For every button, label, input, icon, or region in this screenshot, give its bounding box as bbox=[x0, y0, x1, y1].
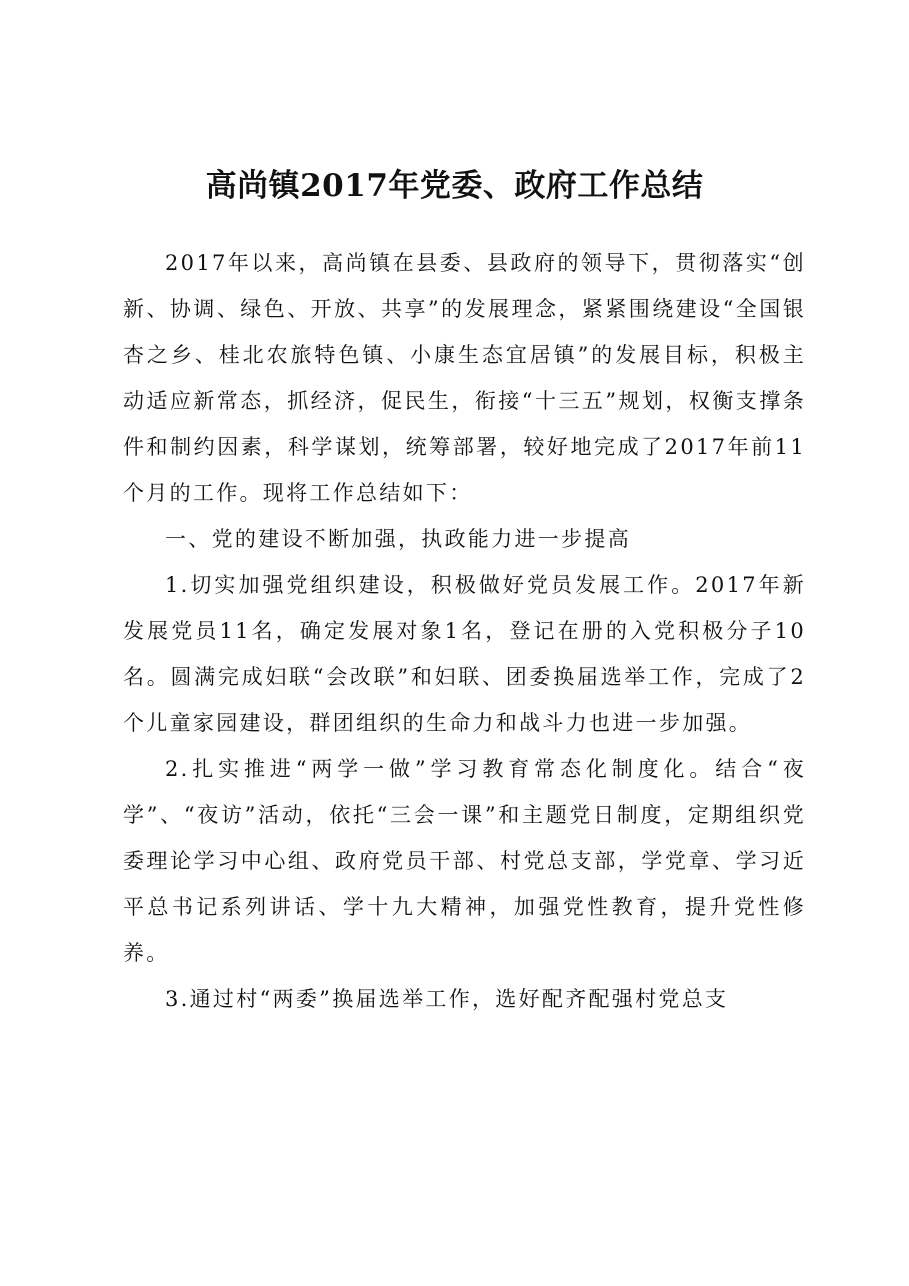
paragraph-item-1: 1.切实加强党组织建设，积极做好党员发展工作。2017年新发展党员11名，确定发展对象1名，登记在册的入党积极分子10名。圆满完成妇联“会改联”和妇联、团委换届选举工作，完成了2个儿童家园建设，群团组织的生命力和战斗力也进一步加强。 bbox=[123, 573, 806, 735]
paragraph-item-2: 2.扎实推进“两学一做”学习教育常态化制度化。结合“夜学”、“夜访”活动，依托“三会一课”和主题党日制度，定期组织党委理论学习中心组、政府党员干部、村党总支部，学党章、学习近平总书记系列讲话、学十九大精神，加强党性教育，提升党性修养。 bbox=[123, 757, 806, 965]
paragraph-intro: 2017年以来，高尚镇在县委、县政府的领导下，贯彻落实“创新、协调、绿色、开放、共享”的发展理念，紧紧围绕建设“全国银杏之乡、桂北农旅特色镇、小康生态宜居镇”的发展目标，积极主动适应新常态，抓经济，促民生，衔接“十三五”规划，权衡支撑条件和制约因素，科学谋划，统筹部署，较好地完成了2017年前11个月的工作。现将工作总结如下： bbox=[123, 251, 806, 505]
paragraph-item-3: 3.通过村“两委”换届选举工作，选好配齐配强村党总支 bbox=[165, 987, 729, 1011]
document-body bbox=[123, 240, 806, 1022]
section-heading-party-building: 一、党的建设不断加强，执政能力进一步提高 bbox=[165, 527, 631, 551]
document-title: 高尚镇2017年党委、政府工作总结 bbox=[205, 168, 704, 204]
